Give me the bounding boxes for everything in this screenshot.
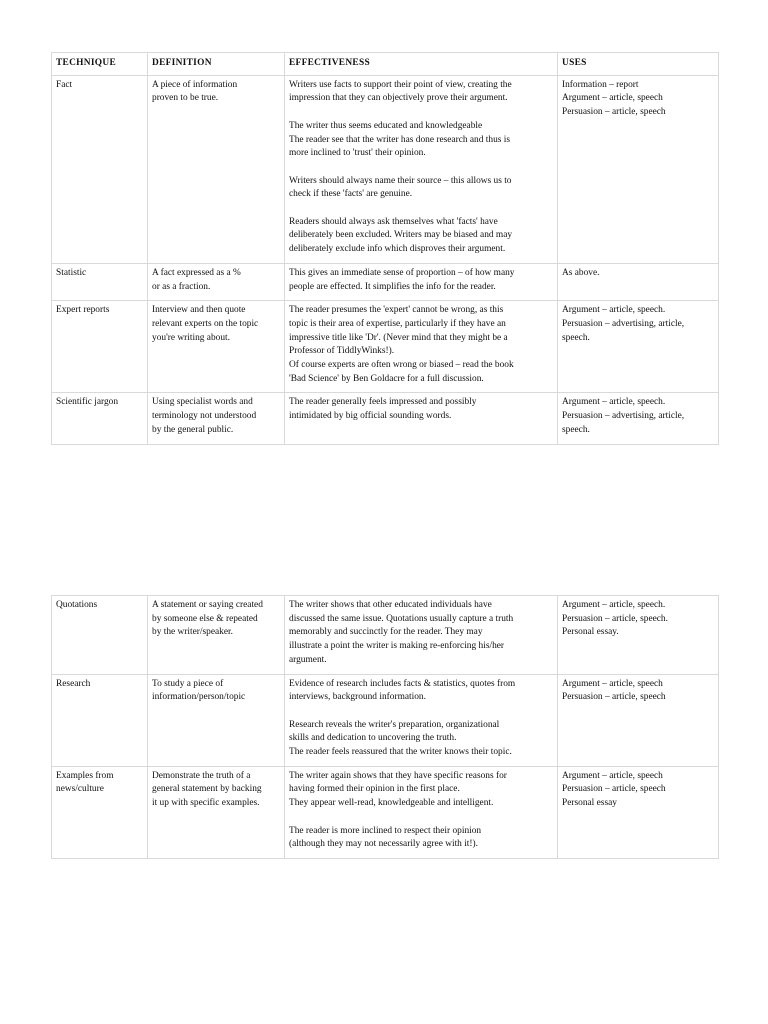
effectiveness-line: topic is their area of expertise, particularly if they have an [289, 318, 506, 329]
definition-cell [148, 301, 285, 393]
effectiveness-line: impression that they can objectively prove their argument. [289, 93, 508, 104]
effectiveness-line: Research reveals the writer's preparation, organizational [289, 719, 500, 730]
effectiveness-line: deliberately exclude info which disproves their argument. [289, 244, 506, 255]
effectiveness-line: Writers should always name their source – this allows us to [289, 175, 512, 186]
definition-line: information/person/topic [152, 692, 246, 703]
effectiveness-cell [285, 263, 558, 300]
definition-cell [148, 766, 285, 858]
effectiveness-line: Of course experts are often wrong or biased – read the book [289, 360, 514, 371]
effectiveness-cell [285, 393, 558, 444]
definition-line: it up with specific examples. [152, 798, 260, 809]
effectiveness-line: This gives an immediate sense of proportion – of how many [289, 267, 515, 278]
technique-line: news/culture [56, 784, 104, 795]
effectiveness-line: deliberately been excluded. Writers may be biased and may [289, 230, 513, 241]
effectiveness-line: Writers use facts to support their point of view, creating the [289, 79, 512, 90]
effectiveness-line [289, 202, 553, 216]
uses-cell [558, 393, 719, 444]
uses-line: Persuasion – advertising, article, [562, 318, 685, 329]
uses-cell [558, 75, 719, 263]
effectiveness-cell [285, 301, 558, 393]
table-header-row [52, 53, 719, 76]
uses-line: Personal essay [562, 798, 617, 809]
uses-line: Argument – article, speech [562, 93, 663, 104]
effectiveness-line: The writer thus seems educated and knowledgeable [289, 120, 483, 131]
uses-cell [558, 263, 719, 300]
effectiveness-line [289, 811, 553, 825]
technique-cell [52, 263, 148, 300]
technique-cell [52, 596, 148, 675]
definition-cell [148, 75, 285, 263]
technique-line: Expert reports [56, 305, 110, 316]
effectiveness-line: The reader see that the writer has done research and thus is [289, 134, 510, 145]
effectiveness-line: Evidence of research includes facts & statistics, quotes from [289, 678, 516, 689]
header-technique: TECHNIQUE [52, 53, 148, 76]
uses-line: Information – report [562, 79, 639, 90]
definition-line: A piece of information [152, 79, 238, 90]
effectiveness-cell [285, 596, 558, 675]
uses-cell [558, 596, 719, 675]
definition-line: A fact expressed as a % [152, 267, 241, 278]
uses-cell [558, 766, 719, 858]
uses-cell [558, 674, 719, 766]
effectiveness-line: illustrate a point the writer is making re-enforcing his/her [289, 641, 505, 652]
effectiveness-line: intimidated by big official sounding words. [289, 411, 452, 422]
effectiveness-line: Professor of TiddlyWinks!). [289, 346, 395, 357]
header-uses: USES [558, 53, 719, 76]
definition-line: or as a fraction. [152, 281, 211, 292]
effectiveness-line: Readers should always ask themselves what 'facts' have [289, 216, 498, 227]
definition-line: terminology not understood [152, 411, 257, 422]
definition-line: Demonstrate the truth of a [152, 770, 251, 781]
effectiveness-line: The reader is more inclined to respect their opinion [289, 825, 482, 836]
effectiveness-line: The reader presumes the 'expert' cannot be wrong, as this [289, 305, 504, 316]
technique-cell [52, 301, 148, 393]
uses-line: Persuasion – article, speech [562, 784, 666, 795]
technique-cell [52, 674, 148, 766]
technique-line: Research [56, 678, 91, 689]
effectiveness-line: The reader generally feels impressed and possibly [289, 397, 477, 408]
effectiveness-line: The writer again shows that they have specific reasons for [289, 770, 507, 781]
effectiveness-line: The reader feels reassured that the writer knows their topic. [289, 747, 512, 758]
definition-line: proven to be true. [152, 93, 219, 104]
definition-line: relevant experts on the topic [152, 318, 259, 329]
effectiveness-cell [285, 674, 558, 766]
table-row [52, 301, 719, 393]
effectiveness-line: having formed their opinion in the first place. [289, 784, 460, 795]
uses-line: Persuasion – advertising, article, [562, 411, 685, 422]
definition-line: A statement or saying created [152, 600, 263, 610]
definition-line: you're writing about. [152, 332, 230, 343]
definition-cell [148, 596, 285, 675]
uses-line: Argument – article, speech. [562, 600, 666, 610]
uses-line: As above. [562, 267, 600, 278]
techniques-table-top [51, 52, 719, 445]
effectiveness-line: (although they may not necessarily agree with it!). [289, 839, 479, 850]
definition-cell [148, 393, 285, 444]
effectiveness-line [289, 705, 553, 719]
table-row [52, 393, 719, 444]
effectiveness-line: interviews, background information. [289, 692, 426, 703]
effectiveness-cell [285, 766, 558, 858]
uses-line: Persuasion – article, speech [562, 692, 666, 703]
technique-cell [52, 766, 148, 858]
effectiveness-line: discussed the same issue. Quotations usually capture a truth [289, 613, 514, 624]
uses-cell [558, 301, 719, 393]
effectiveness-line: argument. [289, 654, 327, 665]
effectiveness-line: memorably and succinctly for the reader. They may [289, 627, 483, 638]
technique-line: Statistic [56, 267, 87, 278]
definition-line: To study a piece of [152, 678, 224, 689]
uses-line: Argument – article, speech. [562, 305, 666, 316]
technique-line: Quotations [56, 600, 98, 610]
definition-line: Using specialist words and [152, 397, 253, 408]
table-row [52, 75, 719, 263]
definition-cell [148, 674, 285, 766]
table-row [52, 766, 719, 858]
effectiveness-line: 'Bad Science' by Ben Goldacre for a full discussion. [289, 373, 484, 384]
header-effectiveness: EFFECTIVENESS [285, 53, 558, 76]
uses-line: Argument – article, speech. [562, 397, 666, 408]
techniques-table-bottom [51, 595, 719, 859]
effectiveness-line: more inclined to 'trust' their opinion. [289, 148, 426, 159]
uses-line: Persuasion – article, speech. [562, 613, 668, 624]
table-row [52, 674, 719, 766]
uses-line: Argument – article, speech [562, 770, 663, 781]
effectiveness-line: people are effected. It simplifies the info for the reader. [289, 281, 496, 292]
technique-line: Fact [56, 79, 73, 90]
effectiveness-line: skills and dedication to uncovering the truth. [289, 733, 457, 744]
uses-line: Argument – article, speech [562, 678, 663, 689]
table-row [52, 263, 719, 300]
uses-line: speech. [562, 424, 590, 435]
table-row [52, 596, 719, 675]
definition-line: general statement by backing [152, 784, 262, 795]
header-definition: DEFINITION [148, 53, 285, 76]
technique-cell [52, 75, 148, 263]
effectiveness-cell [285, 75, 558, 263]
uses-line: Persuasion – article, speech [562, 107, 666, 118]
definition-line: by the writer/speaker. [152, 627, 233, 638]
effectiveness-line [289, 161, 553, 175]
definition-line: by someone else & repeated [152, 613, 258, 624]
definition-line: by the general public. [152, 424, 234, 435]
effectiveness-line: They appear well-read, knowledgeable and intelligent. [289, 798, 494, 809]
technique-cell [52, 393, 148, 444]
technique-line: Examples from [56, 770, 114, 781]
technique-line: Scientific jargon [56, 397, 119, 408]
definition-line: Interview and then quote [152, 305, 246, 316]
effectiveness-line: impressive title like 'Dr'. (Never mind that they might be a [289, 332, 508, 343]
uses-line: Personal essay. [562, 627, 619, 638]
effectiveness-line: The writer shows that other educated individuals have [289, 600, 492, 610]
definition-cell [148, 263, 285, 300]
effectiveness-line: check if these 'facts' are genuine. [289, 189, 413, 200]
uses-line: speech. [562, 332, 590, 343]
effectiveness-line [289, 106, 553, 120]
